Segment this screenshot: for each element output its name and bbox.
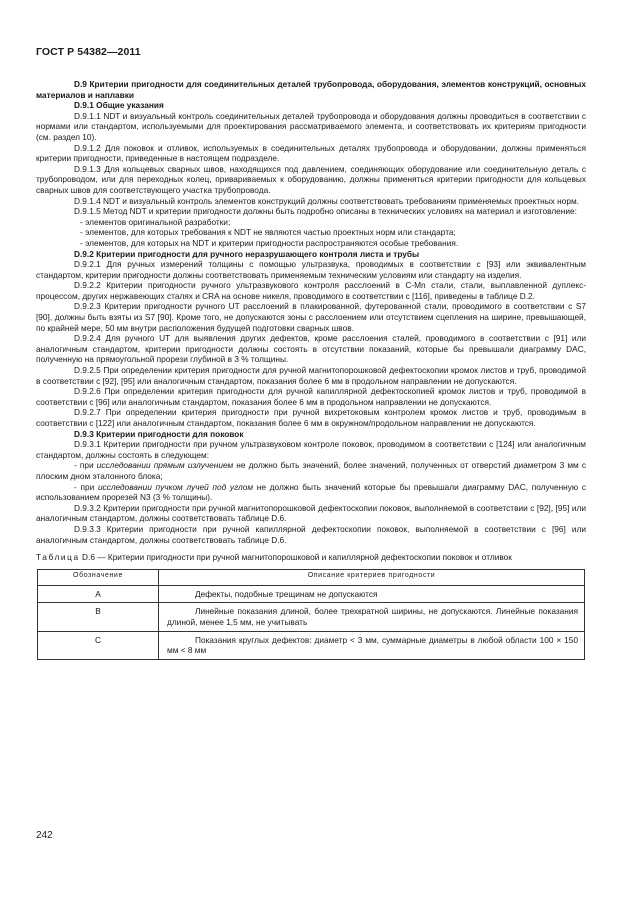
paragraph-d9-1-5: D.9.1.5 Метод NDT и критерии пригодности должны быть подробно описаны в технических условиях на материал и изготовление:: [74, 206, 577, 217]
table-row: [38, 585, 585, 603]
paragraph-d9-1-3: D.9.1.3 Для кольцевых сварных швов, находящихся под давлением, соединяющих оборудование или соединительную деталь с трубопроводом, или для переходных колец, привариваемых к оборудованию, должны применяться критерии пригодности для кольцевых сварных швов для соответствующего участка трубопровода.: [36, 163, 586, 195]
column-header-designation: Обозначение: [38, 569, 159, 585]
list-item: - элементов оригинальной разработки;: [80, 216, 231, 227]
table-header-row: [38, 569, 585, 585]
table-cell-description: Линейные показания длиной, более трехкратной ширины, не допускаются. Линейные показания длиной, менее 1,5 мм, не учитывать: [159, 603, 585, 631]
paragraph-d9-2-7: D.9.2.7 При определении критерия пригодности при ручной вихретоковым контролем кромок листов и труб, проводимым в соответствии с [122] или аналогичным стандартом, показания более 6 мм в окружном/продольном направлении не допускаются.: [36, 407, 586, 428]
item-prefix: - при: [74, 481, 98, 492]
section-heading-d9: D.9 Критерии пригодности для соединительных деталей трубопровода, оборудования, элементов конструкций, основных материалов и наплавки: [36, 79, 586, 100]
item-prefix: - при: [74, 460, 97, 471]
paragraph-d9-1-4: D.9.1.4 NDT и визуальный контроль элементов конструкций должны соответствовать требованиям применяемых проектных норм.: [74, 195, 579, 206]
paragraph-d9-2-6: D.9.2.6 При определении критерия пригодности для ручной капиллярной дефектоскопией кромок листов и труб, проводимой в соответствии с [96] или аналогичным стандартом, показания более 6 мм в продольном направлении не допускаются.: [36, 386, 586, 407]
table-cell-code: B: [38, 603, 159, 631]
standard-header: ГОСТ Р 54382—2011: [36, 46, 141, 58]
table-caption-text: D.6 — Критерии пригодности при ручной магнитопорошковой и капиллярной дефектоскопии поковок и отливок: [79, 552, 512, 563]
paragraph-d9-2-2: D.9.2.2 Критерии пригодности ручного ультразвукового контроля расслоений в C-Mn стали, стали, выплавленной дуплекс-процессом, других нержавеющих сталях и CRA на основе никеля, проводимого в соответствии с [116], приведены в таблице D.2.: [36, 280, 586, 301]
table-cell-code: C: [38, 631, 159, 659]
list-item-angle-beam: [36, 482, 586, 503]
column-header-description: Описание критериев пригодности: [159, 569, 585, 585]
subsection-heading-d9-1: D.9.1 Общие указания: [74, 100, 164, 111]
paragraph-d9-1-2: D.9.1.2 Для поковок и отливок, используемых в соединительных деталях трубопровода и оборудовании, должны применяться критерии пригодности, приведенные в настоящем подразделе.: [36, 142, 586, 164]
paragraph-d9-2-5: D.9.2.5 При определении критерия пригодности для ручной магнитопорошковой дефектоскопии кромок листов и труб, проводимой в соответствии с [92], [95] или аналогичным стандартом, показания более 6 мм в продольном направлении не допускаются.: [36, 365, 586, 386]
paragraph-d9-3-1: D.9.3.1 Критерии пригодности при ручном ультразвуковом контроле поковок, проводимом в соответствии с [124] или аналогичным стандартом, должны состоять в следующем:: [36, 439, 586, 460]
page-body: [36, 79, 586, 660]
paragraph-d9-3-3: D.9.3.3 Критерии пригодности при ручной капиллярной дефектоскопии поковок, выполняемой в соответствии с [96] или аналогичным стандартом, должны соответствовать таблице D.6.: [36, 523, 586, 545]
italic-term: исследовании прямым излучением: [96, 460, 234, 471]
subsection-heading-d9-3: D.9.3 Критерии пригодности для поковок: [74, 428, 244, 439]
subsection-heading-d9-2: D.9.2 Критерии пригодности для ручного неразрушающего контроля листа и трубы: [74, 248, 420, 259]
list-item: - элементов, для которых требования к NDT не являются частью проектных норм или стандарта;: [80, 227, 456, 238]
table-row: [38, 603, 585, 631]
item-text: не должно быть значений которые бы превышали диаграмму DAC, полученную с использованием прорезей N3 (3 % толщины).: [36, 481, 586, 503]
table-caption-label: Таблица: [36, 552, 80, 563]
table-cell-description: Дефекты, подобные трещинам не допускаются: [159, 585, 585, 603]
table-caption: [36, 552, 586, 563]
page-number: 242: [36, 830, 53, 841]
paragraph-d9-3-2: D.9.3.2 Критерии пригодности при ручной магнитопорошковой дефектоскопии поковок, выполняемой в соответствии с [92], [95] или аналогичным стандартом, должны соответствовать таблице D.6.: [36, 502, 586, 524]
paragraph-d9-2-4: D.9.2.4 Для ручного UT для выявления других дефектов, кроме расслоения сталей, проводимого в соответствии с [91] или аналогичным стандартом, критерии пригодности должны состоять в отсутствии показаний, которые бы превышали диаграмму DAC, полученную на прямоугольной прорези глубиной в 3 % толщины.: [36, 333, 586, 365]
list-item: - элементов, для которых на NDT и критерии пригодности распространяются особые требования.: [80, 237, 459, 248]
table-cell-code: A: [38, 585, 159, 603]
table-cell-description: Показания круглых дефектов: диаметр < 3 мм, суммарные диаметры в любой области 100 × 150 мм < 8 мм: [159, 631, 585, 659]
criteria-table: [37, 569, 585, 660]
table-row: [38, 631, 585, 659]
paragraph-d9-1-1: D.9.1.1 NDT и визуальный контроль соединительных деталей трубопровода и оборудования должны проводиться в соответствии с нормами или стандартом, используемыми для проектирования рассматриваемого элемента, и соответствовать их критериям пригодности (см. раздел 10).: [36, 110, 586, 142]
italic-term: исследовании пучком лучей под углом: [97, 481, 254, 492]
paragraph-d9-2-3: D.9.2.3 Критерии пригодности ручного UT расслоений в плакированной, футерованной стали, проводимого в соответствии с S7 [90], должны быть взяты из S7 [90]. Кроме того, не допускаются зоны с расслоением или отсутствием сцепления на ширине, превышающей, по крайней мере, 50 мм внутри расположения будущей подготовки сварных швов.: [36, 301, 586, 333]
list-item-direct-beam: [36, 460, 586, 481]
paragraph-d9-2-1: D.9.2.1 Для ручных измерений толщины с помощью ультразвука, проводимых в соответствии с [93] или эквивалентным стандартом, критерии пригодности должны соответствовать применяемым техническим условиям или стандарту на изделия.: [36, 259, 586, 280]
item-text: не должно быть значений, более значений, полученных от отверстий диаметром 3 мм с плоским дном эталонного блока;: [36, 460, 586, 481]
